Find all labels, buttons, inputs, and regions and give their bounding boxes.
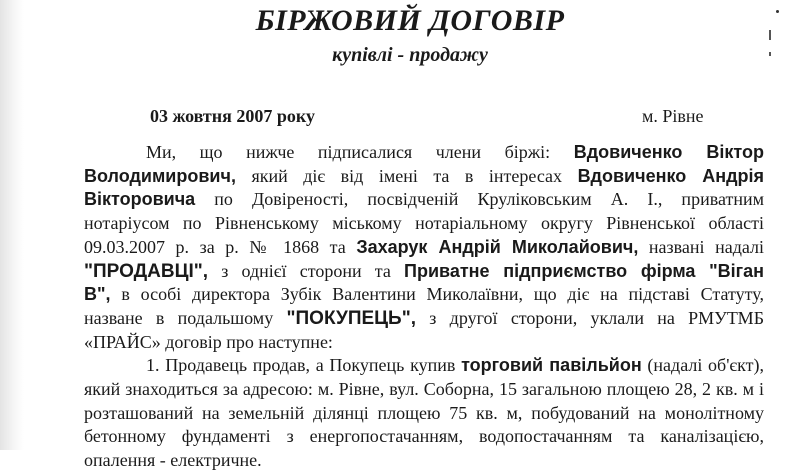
- binding-tick: [769, 30, 771, 40]
- member-name: Вдовиченко Віктор: [573, 142, 765, 162]
- preamble-text: з однієї сторони та: [221, 260, 391, 281]
- preamble-line: [84, 283, 764, 307]
- buyer-company-name: В",: [84, 284, 111, 305]
- buyer-company-name: Приватне підприємство фірма "Віган: [404, 260, 765, 281]
- scan-page-edge: [0, 0, 24, 450]
- clause-1-line: [84, 354, 764, 378]
- document-title: БІРЖОВИЙ ДОГОВІР: [255, 4, 565, 37]
- contract-date: 03 жовтня 2007 року: [150, 106, 316, 126]
- preamble-text: який діє від імені та в інтересах: [251, 165, 563, 186]
- object-name: торговий павільйон: [461, 355, 642, 376]
- preamble-line: [84, 307, 764, 331]
- preamble-line: [84, 260, 764, 284]
- preamble-text: в особі директора Зубік Валентини Миколаївни, що діє на підставі Статуту,: [121, 284, 764, 305]
- preamble-line: [84, 188, 764, 212]
- preamble-text: по Довіреності, посвідченій Круліковським А. І., приватним: [214, 189, 765, 210]
- clause-text: 1. Продавець продав, а Покупець купив: [146, 355, 456, 376]
- member-name: Володимирович,: [84, 165, 236, 186]
- document-page: [52, 0, 768, 471]
- clause-text: бетонному фундаменті з енергопостачанням, водопостачанням та каналізацією,: [84, 426, 764, 447]
- clause-1-line: [84, 425, 764, 449]
- clause-text: який знаходиться за адресою: м. Рівне, вул. Соборна, 15 загальною площею 28, 2 кв. м і: [84, 379, 764, 400]
- preamble-text: 09.03.2007 р. за р. № 1868 та: [84, 236, 346, 257]
- contract-body: [84, 141, 764, 473]
- preamble-line: [84, 236, 764, 260]
- preamble-line: [84, 331, 764, 355]
- principal-name: Вдовиченко Андрія: [577, 165, 765, 186]
- member-name: Захарук Андрій Миколайович,: [356, 236, 639, 257]
- party-label-sellers: "ПРОДАВЦІ",: [84, 260, 209, 282]
- document-subtitle: купівлі - продажу: [332, 44, 488, 66]
- preamble-text: нотаріусом по Рівненському міському нотаріальному округу Рівненської області: [84, 213, 764, 234]
- preamble-text: Ми, що нижче підписалися члени біржі:: [146, 142, 551, 162]
- principal-name: Вікторовича: [84, 189, 196, 210]
- clause-1-line: [84, 378, 764, 402]
- preamble-text: назване в подальшому: [84, 307, 274, 328]
- preamble-line: [84, 165, 764, 189]
- clause-1-line: [84, 449, 764, 473]
- preamble-text: «ПРАЙС» договір про наступне:: [84, 331, 333, 352]
- clause-1-line: [84, 402, 764, 426]
- binding-tick: [769, 52, 771, 56]
- preamble-text: названі надалі: [648, 236, 764, 257]
- clause-text: опалення - електричне.: [84, 450, 262, 471]
- preamble-line: [84, 141, 764, 165]
- clause-text: розташований на земельній ділянці площею 75 кв. м, побудований на монолітному: [84, 402, 764, 423]
- scan-speck: [776, 10, 779, 13]
- preamble-line: [84, 212, 764, 236]
- party-label-buyer: "ПОКУПЕЦЬ",: [286, 307, 416, 329]
- preamble-text: з другої сторони, уклали на РМУТМБ: [429, 307, 765, 328]
- contract-city: м. Рівне: [642, 106, 704, 126]
- clause-text: (надалі об'єкт),: [647, 355, 765, 376]
